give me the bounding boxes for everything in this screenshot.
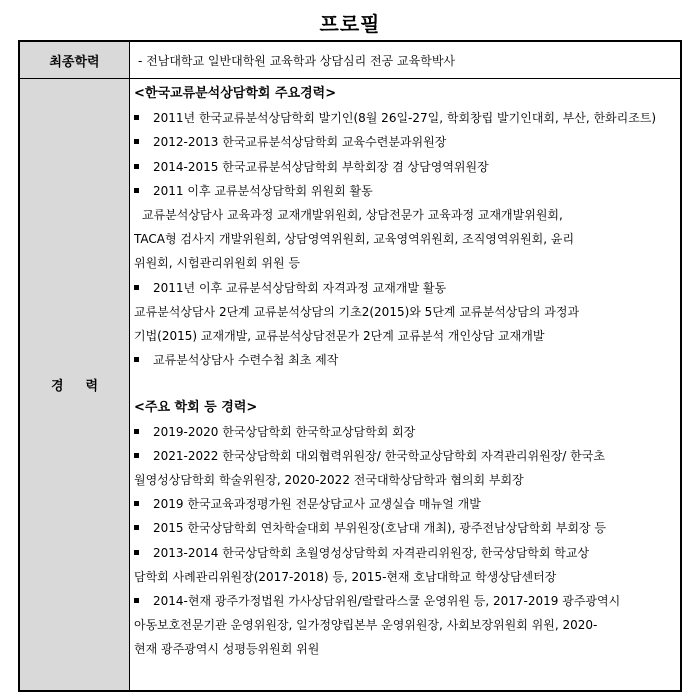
bullet-icon	[134, 188, 139, 193]
bullet-icon	[134, 453, 139, 458]
list-item-continuation: 위원회, 시험관리위원회 위원 등	[134, 256, 300, 270]
bullet-icon	[134, 164, 139, 169]
career-label-text: 경력	[50, 379, 121, 394]
profile-table	[18, 40, 682, 692]
career-label	[20, 79, 130, 690]
bullet-icon	[134, 598, 139, 603]
list-item: 2014-현재 광주가정법원 가사상담위원/랄랄라스쿨 운영위원 등, 2017-2019 광주광역시	[134, 593, 620, 610]
list-item-continuation: 아동보호전문기관 운영위원장, 일가정양립본부 운영위원장, 사회보장위원회 위원, 2020-	[134, 618, 598, 632]
list-item: 2012-2013 한국교류분석상담학회 교육수련분과위원장	[134, 134, 446, 151]
list-item: 2011 이후 교류분석상담학회 위원회 활동	[134, 183, 373, 200]
career-content	[134, 79, 678, 690]
list-item-continuation: TACA형 검사지 개발위원회, 상담영역위원회, 교육영역위원회, 조직영역위원회, 윤리	[134, 232, 575, 246]
list-item: 2019 한국교육과정평가원 전문상담교사 교생실습 매뉴얼 개발	[134, 496, 481, 513]
list-item-continuation: 교류분석상담사 교육과정 교재개발위원회, 상담전문가 교육과정 교재개발위원회,	[142, 208, 563, 222]
list-item: 2014-2015 한국교류분석상담학회 부학회장 겸 상담영역위원장	[134, 159, 489, 176]
bullet-icon	[134, 429, 139, 434]
list-item: 교류분석상담사 수련수첩 최초 제작	[134, 352, 338, 369]
list-item: 2013-2014 한국상담학회 초월영성상담학회 자격관리위원장, 한국상담학회 학교상	[134, 545, 589, 562]
bullet-icon	[134, 525, 139, 530]
list-item-continuation: 현재 광주광역시 성평등위원회 위원	[134, 642, 320, 656]
list-item: 2019-2020 한국상담학회 한국학교상담학회 회장	[134, 424, 415, 441]
list-item-continuation: 기법(2015) 교재개발, 교류분석상담전문가 2단계 교류분석 개인상담 교재개발	[134, 329, 545, 343]
bullet-icon	[134, 357, 139, 362]
bullet-icon	[134, 550, 139, 555]
education-label: 최종학력	[20, 42, 130, 78]
section-heading-ta: <한국교류분석상담학회 주요경력>	[134, 86, 337, 101]
bullet-icon	[134, 285, 139, 290]
list-item: 2021-2022 한국상담학회 대외협력위원장/ 한국학교상담학회 자격관리위원장/ 한국초	[134, 448, 605, 465]
list-item-continuation: 담학회 사례관리위원장(2017-2018) 등, 2015-현재 호남대학교 학생상담센터장	[134, 570, 557, 584]
list-item: 2011년 이후 교류분석상담학회 자격과정 교재개발 활동	[134, 280, 446, 297]
list-item: 2011년 한국교류분석상담학회 발기인(8월 26일-27일, 학회창립 발기인대회, 부산, 한화리조트)	[134, 110, 656, 127]
education-value: - 전남대학교 일반대학원 교육학과 상담심리 전공 교육학박사	[138, 53, 456, 68]
list-item-continuation: 월영성상담학회 학술위원장, 2020-2022 전국대학상담학과 협의회 부회장	[134, 473, 524, 487]
bullet-icon	[134, 501, 139, 506]
page-title: 프로필	[319, 12, 381, 36]
education-row	[20, 42, 680, 79]
list-item-continuation: 교류분석상담사 2단계 교류분석상담의 기초2(2015)와 5단계 교류분석상담의 과정과	[134, 305, 580, 319]
section-heading-major: <주요 학회 등 경력>	[134, 400, 258, 415]
list-item: 2015 한국상담학회 연차학술대회 부위원장(호남대 개최), 광주전남상담학회 부회장 등	[134, 520, 606, 537]
bullet-icon	[134, 139, 139, 144]
bullet-icon	[134, 115, 139, 120]
